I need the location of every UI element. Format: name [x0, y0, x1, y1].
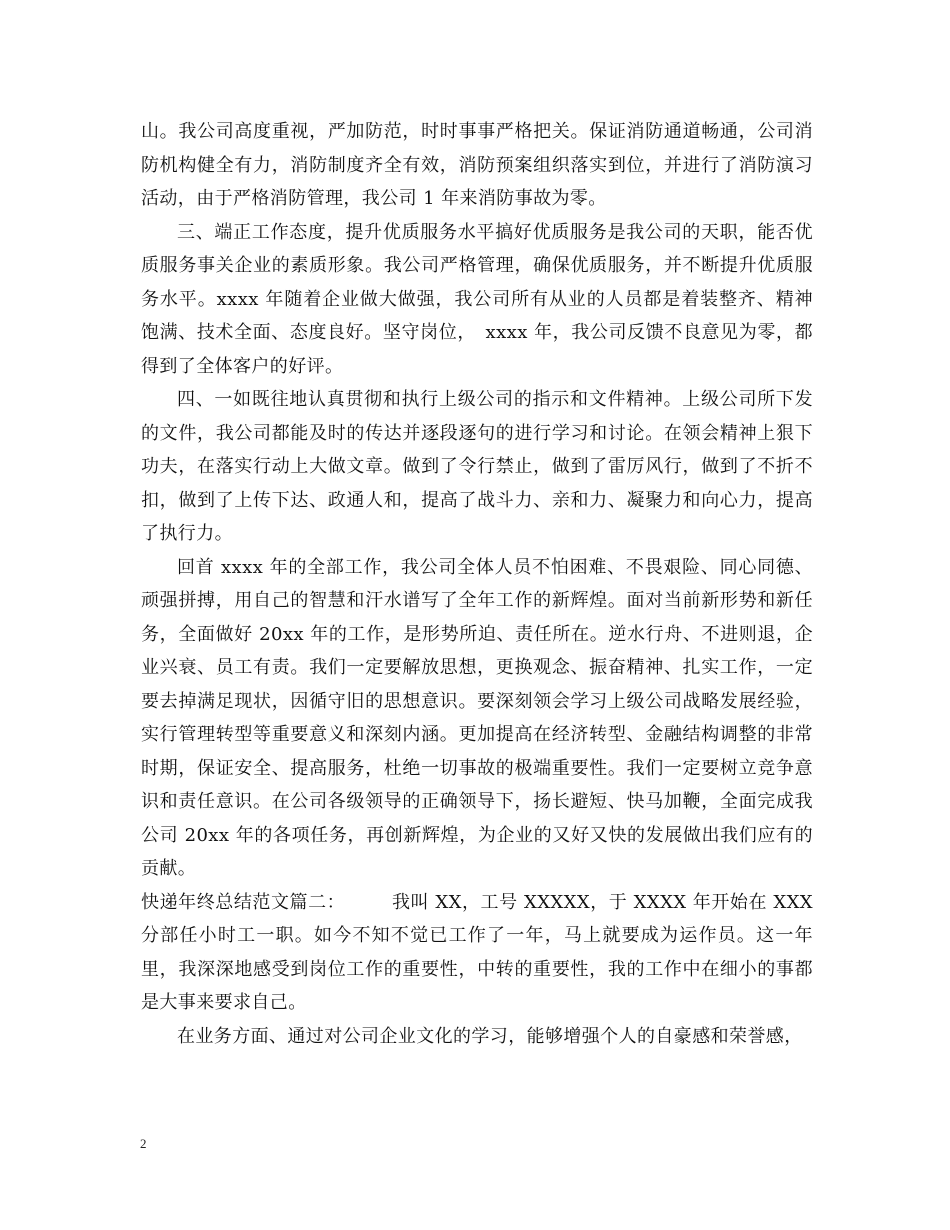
paragraph-review: 回首 xxxx 年的全部工作，我公司全体人员不怕困难、不畏艰险、同心同德、顽强拼搏，用自己的智慧和汗水谱写了全年工作的新辉煌。面对当前新形势和新任务，全面做好 20xx 年的工作，是形势所迫、责任所在。逆水行舟、不进则退，企业兴衰、员工有责。我们一定要解放思想，更换观念、振奋精神、扎实工作，一定要去掉满足现状，因循守旧的思想意识。要深刻领会学习上级公司战略发展经验，实行管理转型等重要意义和深刻内涵。更加提高在经济转型、金融结构调整的非常时期，保证安全、提高服务，杜绝一切事故的极端重要性。我们一定要树立竞争意识和责任意识。在公司各级领导的正确领导下，扬长避短、快马加鞭，全面完成我公司 20xx 年的各项任务，再创新辉煌，为企业的又好又快的发展做出我们应有的贡献。 — [141, 556, 813, 879]
page-number: 2 — [140, 1136, 147, 1151]
paragraph-directives: 四、一如既往地认真贯彻和执行上级公司的指示和文件精神。上级公司所下发的文件，我公司都能及时的传达并逐段逐句的进行学习和讨论。在领会精神上狠下功夫，在落实行动上大做文章。做到了令行禁止，做到了雷厉风行，做到了不折不扣，做到了上传下达、政通人和，提高了战斗力、亲和力、凝聚力和向心力，提高了执行力。 — [141, 389, 813, 544]
paragraph-sample-two: 快递年终总结范文篇二： 我叫 XX，工号 XXXXX，于 XXXX 年开始在 XXX 分部任小时工一职。如今不知不觉已工作了一年，马上就要成为运作员。这一年里，我深深地感受到岗位工作的重要性，中转的重要性，我的工作中在细小的事都是大事来要求自己。 — [141, 891, 813, 1013]
paragraph-service-attitude: 三、端正工作态度，提升优质服务水平搞好优质服务是我公司的天职，能否优质服务事关企业的素质形象。我公司严格管理，确保优质服务，并不断提升优质服务水平。xxxx 年随着企业做大做强，我公司所有从业的人员都是着装整齐、精神饱满、技术全面、态度良好。坚守岗位， xxxx 年，我公司反馈不良意见为零，都得到了全体客户的好评。 — [141, 221, 813, 377]
paragraph-fire-safety: 山。我公司高度重视，严加防范，时时事事严格把关。保证消防通道畅通，公司消防机构健全有力，消防制度齐全有效，消防预案组织落实到位，并进行了消防演习活动，由于严格消防管理，我公司 1 年来消防事故为零。 — [141, 121, 813, 209]
paragraph-business: 在业务方面、通过对公司企业文化的学习，能够增强个人的自豪感和荣誉感， — [177, 1025, 803, 1047]
document-body — [141, 115, 813, 1053]
